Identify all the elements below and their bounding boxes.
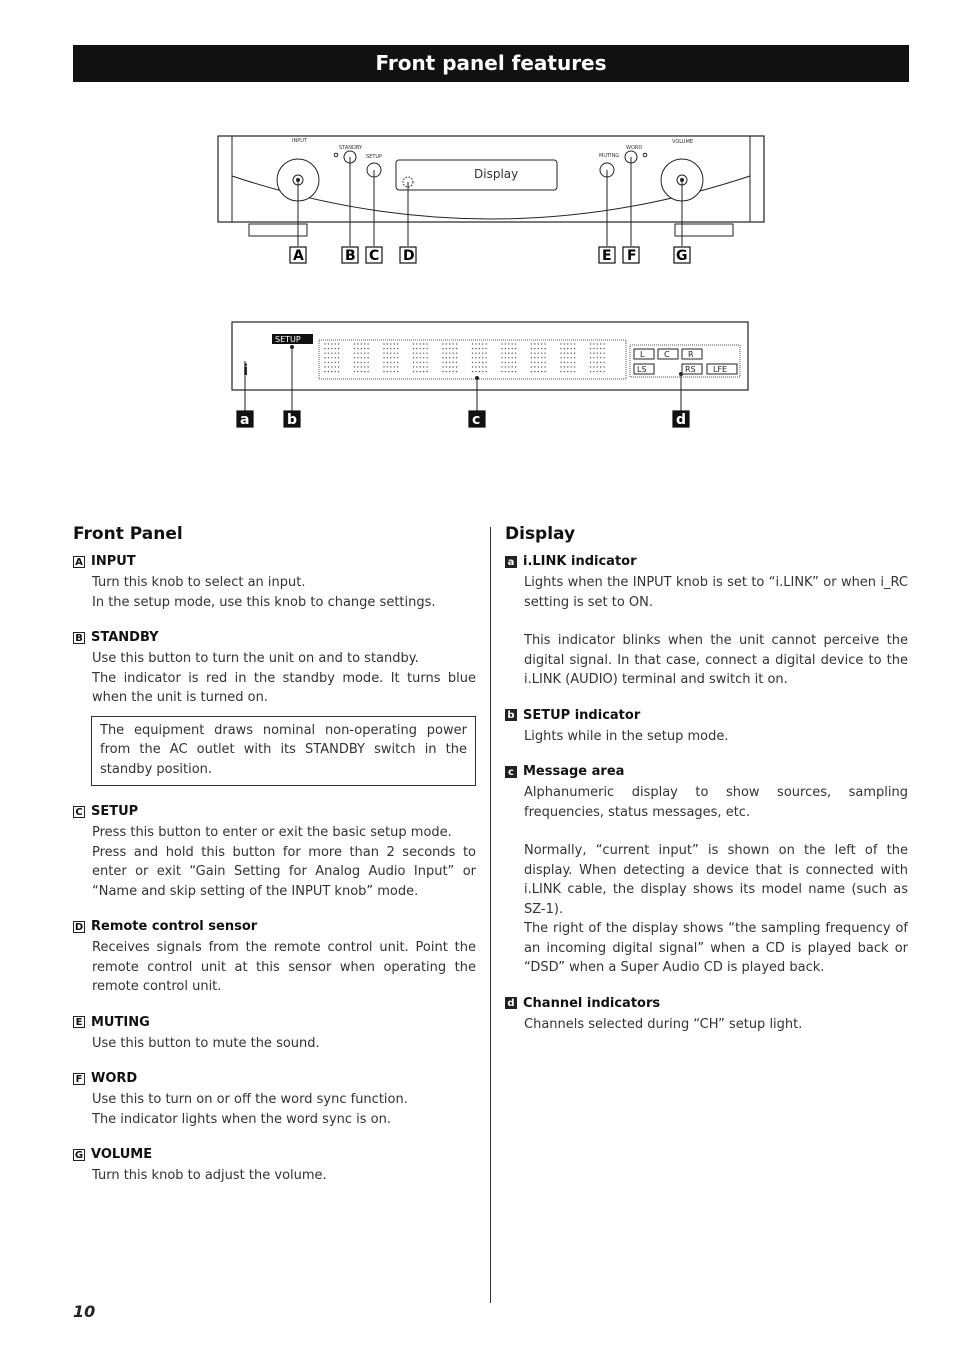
svg-text:d: d: [676, 412, 687, 428]
front-panel-item: [73, 1015, 476, 1054]
svg-text:E: E: [602, 248, 612, 264]
display-item: [505, 996, 908, 1035]
front-panel-heading: Front Panel: [73, 524, 183, 544]
front-panel-item: [73, 1071, 476, 1129]
unit-front-illustration: [218, 136, 764, 246]
callout-E: [599, 247, 615, 264]
callout-b: [284, 411, 300, 428]
page-number: 10: [73, 1302, 96, 1321]
description-line: The indicator lights when the word sync is on.: [92, 1111, 392, 1127]
item-description: [92, 938, 476, 997]
svg-text:SETUP: SETUP: [275, 335, 301, 344]
svg-text:b: b: [287, 412, 298, 428]
svg-text:LFE: LFE: [713, 365, 728, 374]
item-description: Alphanumeric display to show sources, sampling frequencies, status messages, etc.: [524, 785, 908, 820]
item-title: SETUP: [91, 804, 139, 819]
column-divider: [490, 527, 491, 1303]
page-banner: Front panel features: [73, 45, 909, 82]
item-letter-badge: E: [73, 1016, 85, 1028]
description-line: Use this button to mute the sound.: [92, 1035, 320, 1051]
front-panel-figure: [0, 0, 954, 460]
item-title: SETUP indicator: [523, 707, 641, 723]
item-heading: [505, 554, 908, 569]
svg-text:RS: RS: [685, 365, 696, 374]
callout-a: [237, 411, 253, 428]
callout-d: [673, 411, 689, 428]
label-word: WORD: [626, 145, 643, 151]
front-panel-item: [73, 919, 476, 997]
callout-B: [342, 247, 358, 264]
item-heading: [73, 1147, 476, 1162]
item-title: Channel indicators: [523, 995, 661, 1011]
item-letter-badge: b: [505, 709, 517, 721]
item-title: MUTING: [91, 1014, 150, 1030]
item-description: [92, 1166, 476, 1186]
description-line: Use this button to turn the unit on and to standby.: [92, 651, 419, 666]
display-window-label: Display: [474, 167, 519, 181]
item-title: i.LINK indicator: [523, 554, 637, 569]
item-letter-badge: d: [505, 997, 517, 1009]
svg-text:F: F: [627, 248, 637, 264]
callout-D: [400, 247, 416, 264]
item-description: Lights while in the setup mode.: [524, 728, 729, 744]
svg-text:A: A: [293, 248, 304, 264]
item-title: STANDBY: [91, 630, 159, 645]
callout-F: [623, 247, 639, 264]
callout-C: [366, 247, 382, 264]
svg-text:L: L: [640, 350, 645, 359]
svg-text:D: D: [403, 248, 415, 264]
svg-text:B: B: [345, 248, 356, 264]
item-description: Lights when the INPUT knob is set to “i.LINK” or when i_RC setting is set to ON.: [524, 575, 908, 610]
item-title: Message area: [523, 764, 625, 779]
item-description: [92, 573, 476, 612]
item-description: [92, 1090, 476, 1129]
item-letter-badge: D: [74, 921, 84, 933]
description-line: Use this to turn on or off the word sync function.: [92, 1092, 408, 1107]
label-standby: STANDBY: [339, 145, 363, 151]
svg-text:C: C: [369, 248, 380, 264]
item-heading: [73, 1015, 476, 1030]
item-description: Normally, “current input” is shown on the left of the display. When detecting a device that is connected with i.LINK cable, the display shows its model name (such as SZ-1). The right of the display shows “the sampling frequency of an incoming digital signal” when a CD is played back or “DSD” when a Super Audio CD is played back.: [524, 843, 908, 975]
svg-text:a: a: [240, 412, 250, 428]
label-setup: SETUP: [366, 154, 383, 160]
label-muting: MUTING: [599, 153, 620, 159]
item-description: [92, 649, 476, 708]
front-panel-item: [73, 1147, 476, 1186]
callout-c: [469, 411, 485, 428]
item-heading: [73, 1071, 476, 1086]
ilink-icon: i: [243, 361, 249, 379]
description-line: Receives signals from the remote control unit. Point the remote control unit at this sensor when operating the remote control unit.: [92, 940, 476, 994]
display-heading: Display: [505, 524, 576, 544]
description-line: Turn this knob to select an input.: [92, 575, 306, 590]
callout-A: [290, 247, 306, 264]
svg-text:LS: LS: [637, 365, 647, 374]
item-description: [92, 823, 476, 901]
callout-G: [674, 247, 690, 264]
item-letter-badge: c: [505, 766, 517, 778]
svg-text:c: c: [472, 412, 481, 428]
item-letter-badge: B: [73, 632, 85, 644]
item-title: Remote control sensor: [91, 919, 258, 934]
item-letter-badge: F: [73, 1073, 85, 1085]
description-line: In the setup mode, use this knob to change settings.: [92, 594, 436, 610]
svg-text:R: R: [688, 350, 694, 359]
item-heading: [73, 804, 476, 819]
item-letter-badge: C: [73, 806, 85, 818]
front-panel-item: [73, 554, 476, 612]
description-line: Press this button to enter or exit the basic setup mode.: [92, 825, 452, 840]
label-input: INPUT: [292, 138, 307, 144]
setup-badge: [272, 334, 313, 344]
front-panel-item: [73, 804, 476, 901]
display-item: [505, 708, 908, 747]
item-description: [92, 1034, 476, 1054]
item-letter-badge: a: [505, 556, 517, 568]
item-description: Channels selected during “CH” setup light.: [524, 1016, 803, 1032]
front-panel-section: [73, 524, 476, 1204]
item-heading: [505, 708, 908, 723]
item-letter-badge: G: [74, 1149, 84, 1161]
display-section: [505, 524, 908, 1052]
front-panel-item: [73, 630, 476, 786]
svg-text:C: C: [664, 350, 670, 359]
item-title: INPUT: [91, 554, 136, 569]
display-item: [505, 554, 908, 690]
item-heading: [73, 630, 476, 645]
description-line: The indicator is red in the standby mode. It turns blue when the unit is turned on.: [92, 670, 476, 705]
item-letter-badge: A: [73, 556, 85, 568]
display-item: [505, 764, 908, 978]
item-heading: [505, 764, 908, 779]
item-heading: [73, 919, 476, 934]
description-line: Turn this knob to adjust the volume.: [92, 1168, 327, 1183]
item-heading: [73, 554, 476, 569]
description-line: Press and hold this button for more than 2 seconds to enter or exit “Gain Setting for Analog Audio Input” or “Name and skip setting of the INPUT knob” mode.: [92, 844, 476, 899]
svg-text:G: G: [676, 248, 688, 264]
item-heading: [505, 996, 908, 1011]
standby-note-box: The equipment draws nominal non-operating power from the AC outlet with its STANDBY switch in the standby position.: [91, 716, 476, 787]
label-volume: VOLUME: [672, 139, 693, 145]
item-title: WORD: [91, 1071, 138, 1086]
item-description: This indicator blinks when the unit cannot perceive the digital signal. In that case, connect a digital device to the i.LINK (AUDIO) terminal and switch it on.: [524, 633, 908, 687]
item-title: VOLUME: [91, 1147, 153, 1162]
